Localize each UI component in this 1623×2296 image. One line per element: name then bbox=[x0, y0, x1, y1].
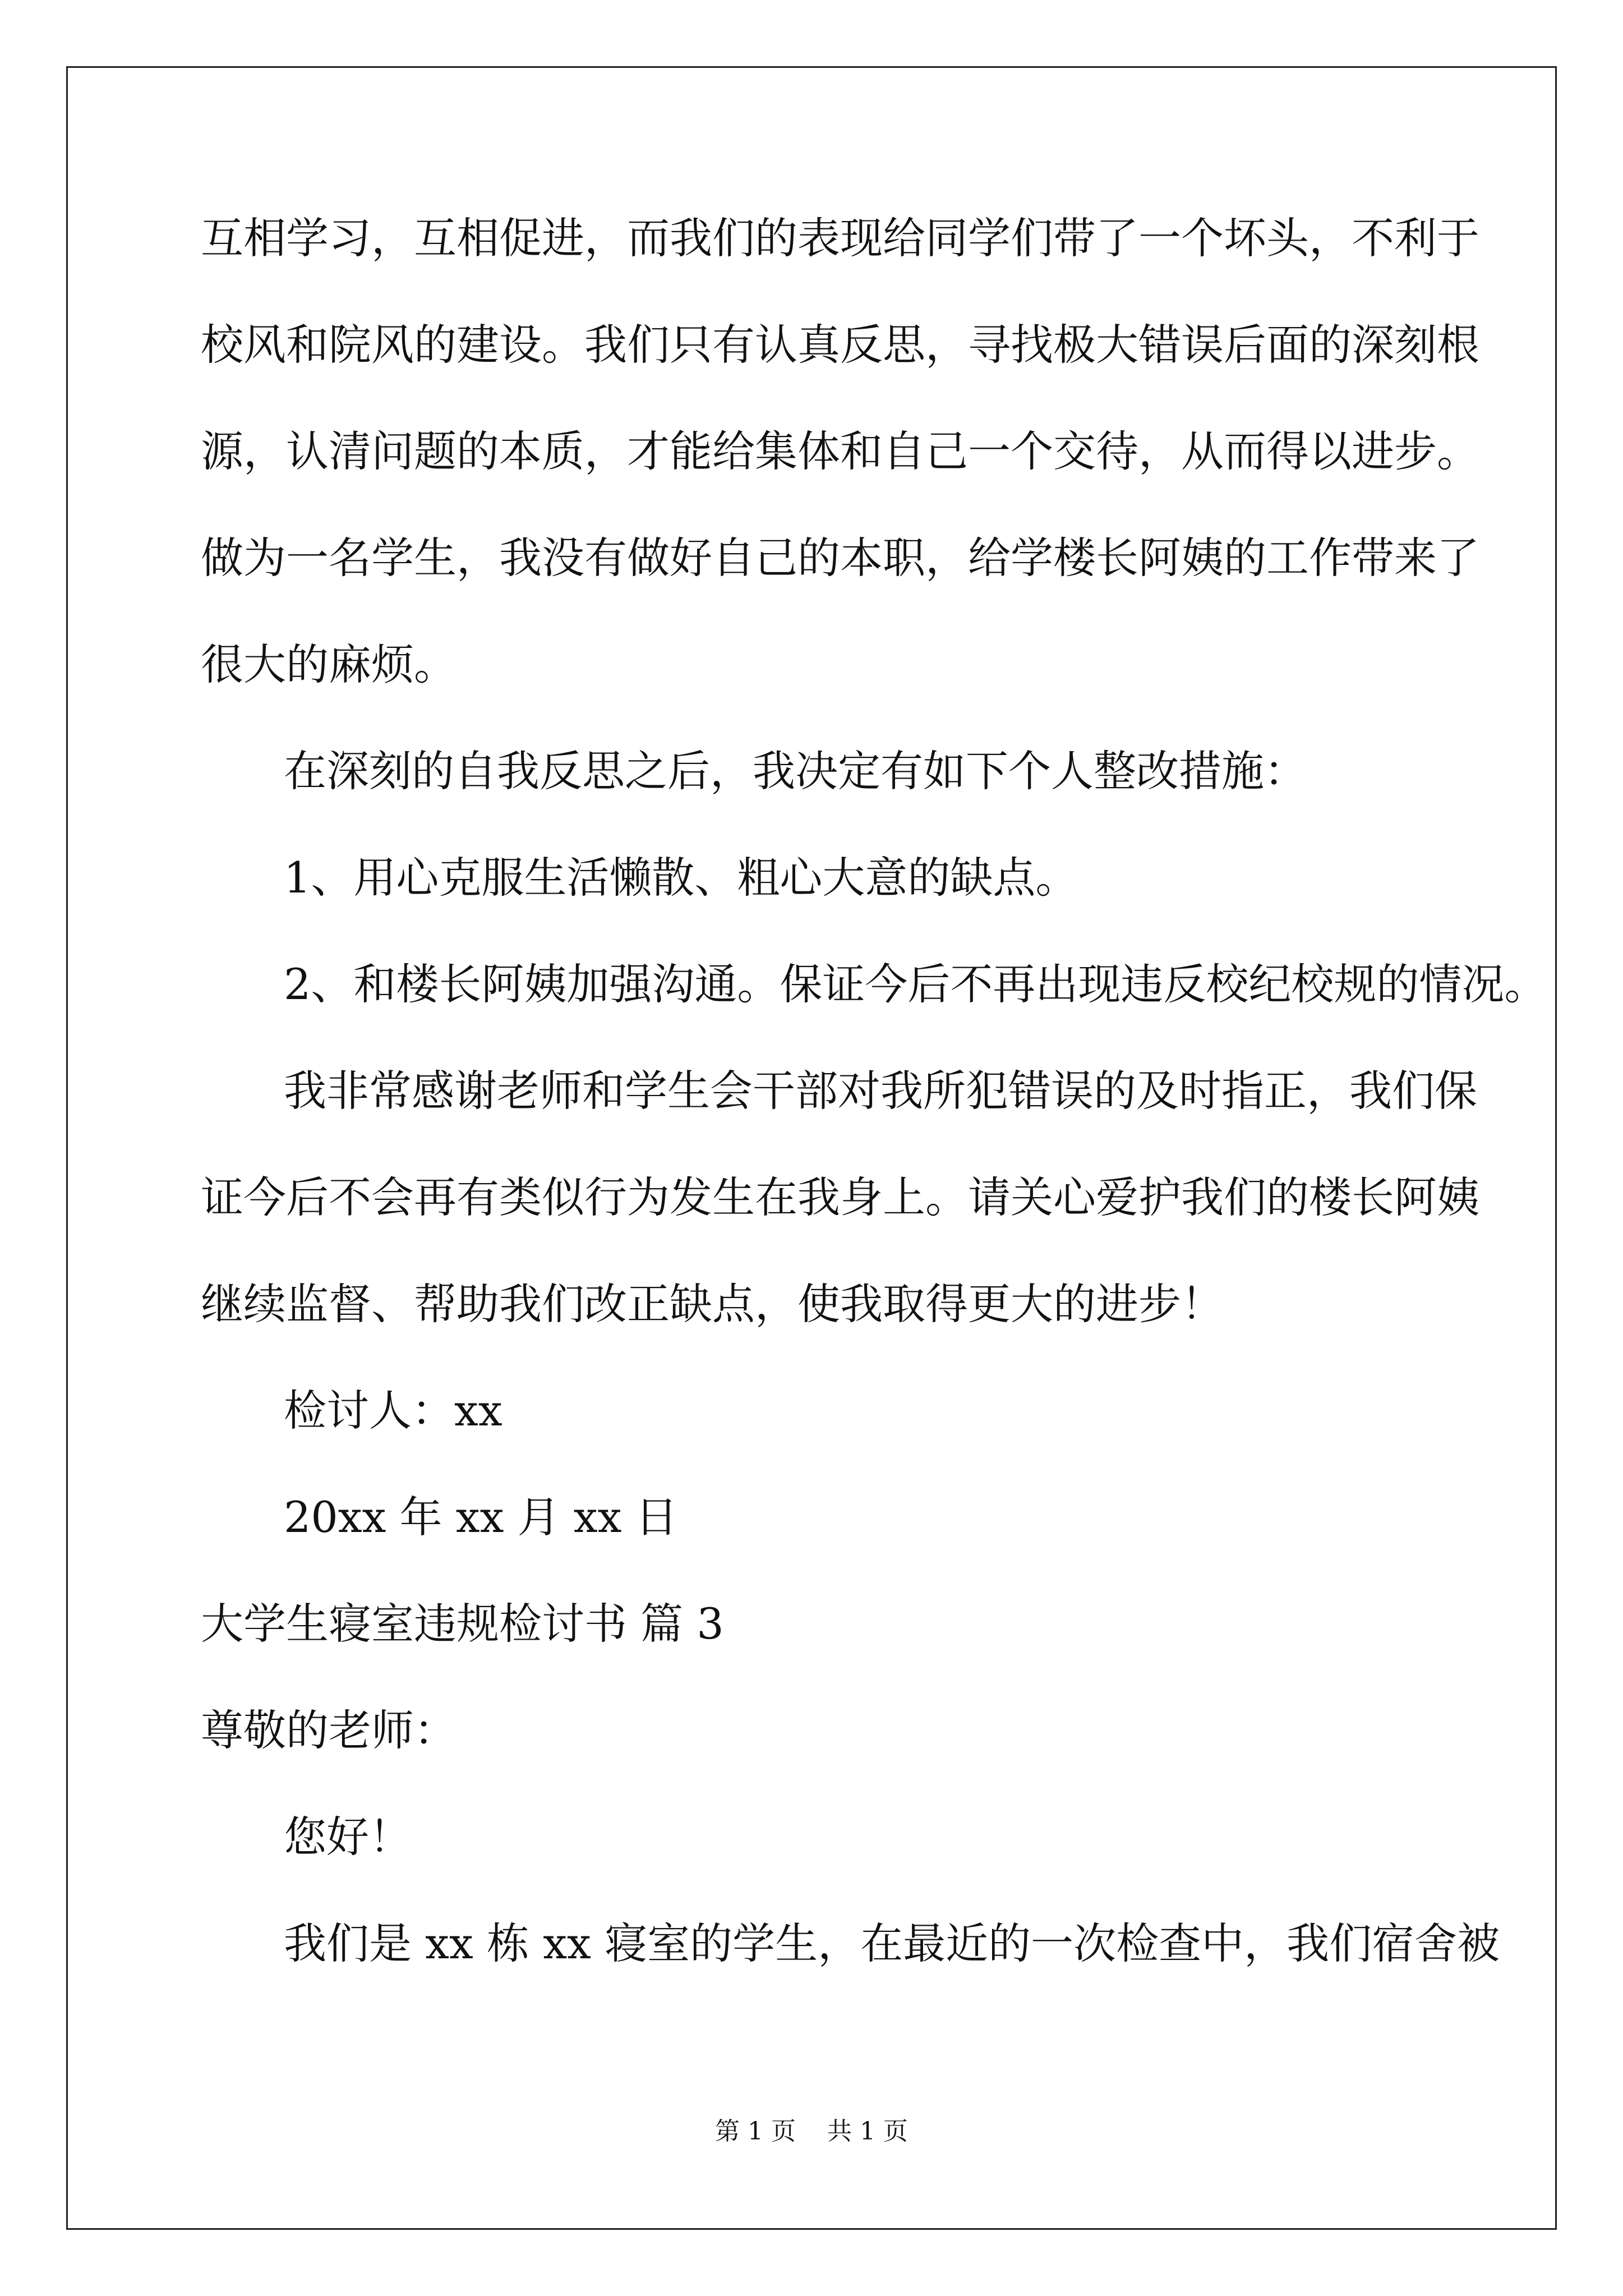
signature-line: 检讨人：xx bbox=[284, 1386, 502, 1435]
section-heading: 大学生寝室违规检讨书 篇 3 bbox=[201, 1599, 724, 1649]
paragraph-line: 做为一名学生，我没有做好自己的本职，给学楼长阿姨的工作带来了 bbox=[201, 533, 1479, 583]
list-item: 2、和楼长阿姨加强沟通。保证今后不再出现违反校纪校规的情况。 bbox=[284, 959, 1547, 1009]
paragraph-line: 互相学习，互相促进，而我们的表现给同学们带了一个坏头，不利于 bbox=[201, 213, 1479, 263]
paragraph-line: 证今后不会再有类似行为发生在我身上。请关心爱护我们的楼长阿姨 bbox=[201, 1172, 1479, 1222]
paragraph-line: 我非常感谢老师和学生会干部对我所犯错误的及时指正，我们保 bbox=[284, 1066, 1477, 1116]
list-item: 1、用心克服生活懒散、粗心大意的缺点。 bbox=[284, 853, 1078, 903]
paragraph-line: 在深刻的自我反思之后，我决定有如下个人整改措施： bbox=[284, 746, 1307, 796]
date-line: 20xx 年 xx 月 xx 日 bbox=[284, 1492, 678, 1542]
paragraph-line: 很大的麻烦。 bbox=[201, 639, 457, 689]
paragraph-line: 校风和院风的建设。我们只有认真反思，寻找极大错误后面的深刻根 bbox=[201, 320, 1479, 370]
page-footer: 第 1 页 共 1 页 bbox=[715, 2117, 908, 2146]
paragraph-line: 继续监督、帮助我们改正缺点，使我取得更大的进步！ bbox=[201, 1279, 1224, 1329]
greeting: 您好！ bbox=[284, 1812, 412, 1862]
paragraph-line: 源，认清问题的本质，才能给集体和自己一个交待，从而得以进步。 bbox=[201, 426, 1479, 476]
salutation: 尊敬的老师： bbox=[201, 1705, 457, 1755]
page-border bbox=[66, 66, 1557, 2230]
paragraph-line: 我们是 xx 栋 xx 寝室的学生，在最近的一次检查中，我们宿舍被 bbox=[284, 1918, 1500, 1968]
